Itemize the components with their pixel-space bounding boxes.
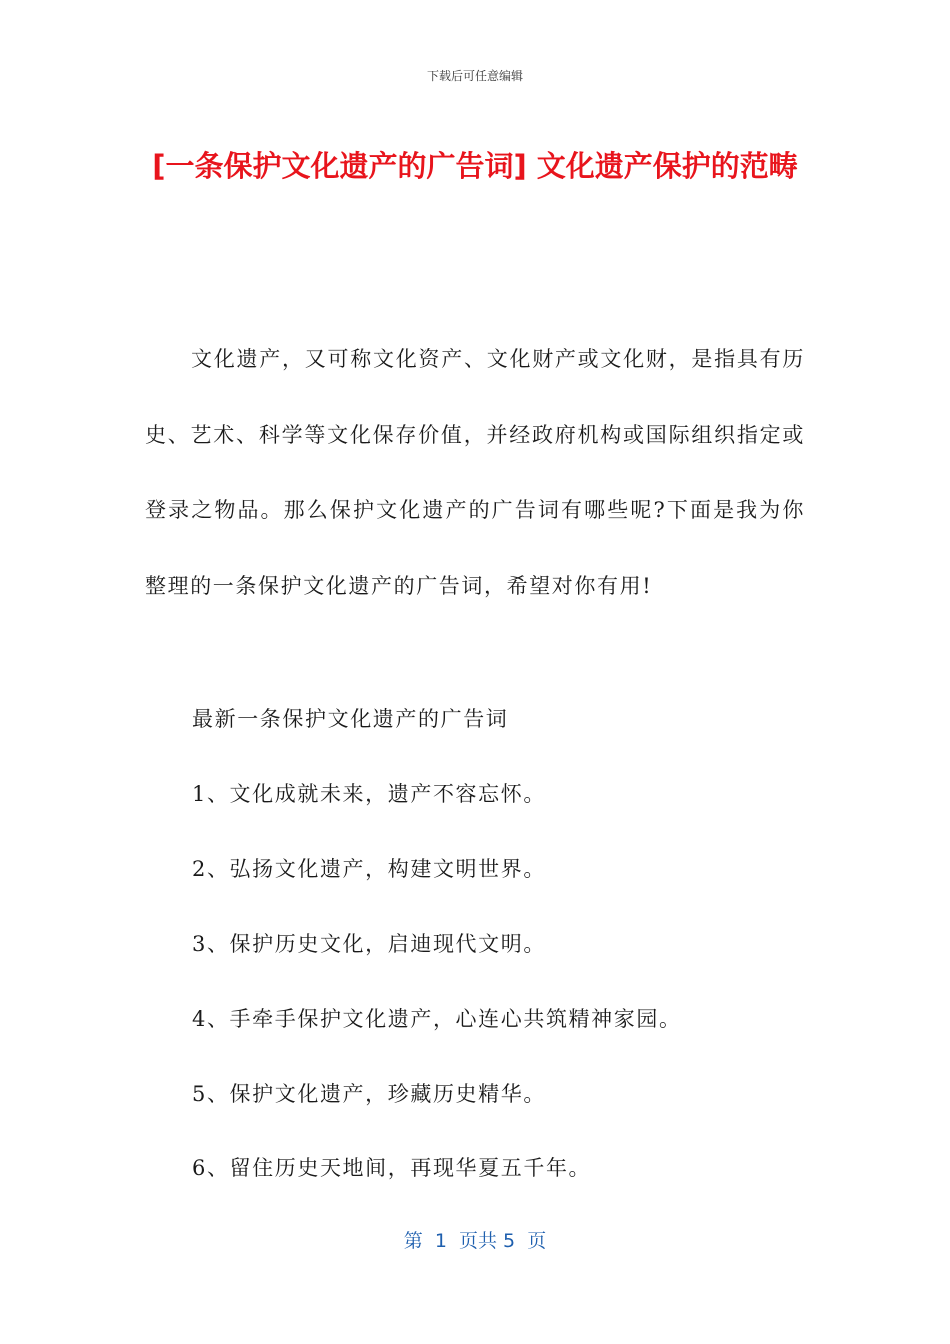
page-footer: 第 1 页共 5 页 [403, 1230, 547, 1252]
document-title: [一条保护文化遗产的广告词] 文化遗产保护的范畴 [152, 149, 798, 183]
list-item: 2、弘扬文化遗产，构建文明世界。 [192, 857, 546, 881]
intro-paragraph: 文化遗产，又可称文化资产、文化财产或文化财，是指具有历史、艺术、科学等文化保存价值，并经政府机构或国际组织指定或登录之物品。那么保护文化遗产的广告词有哪些呢?下面是我为你整理的一条保护文化遗产的广告词，希望对你有用! [145, 347, 805, 598]
list-item: 6、留住历史天地间，再现华夏五千年。 [192, 1156, 592, 1180]
list-item: 1、文化成就未来，遗产不容忘怀。 [192, 782, 546, 806]
list-item: 4、手牵手保护文化遗产，心连心共筑精神家园。 [192, 1007, 682, 1031]
section-heading: 最新一条保护文化遗产的广告词 [192, 707, 509, 731]
header-note: 下载后可任意编辑 [426, 69, 523, 83]
list-item: 3、保护历史文化，启迪现代文明。 [192, 932, 546, 956]
list-item: 5、保护文化遗产，珍藏历史精华。 [192, 1082, 546, 1106]
